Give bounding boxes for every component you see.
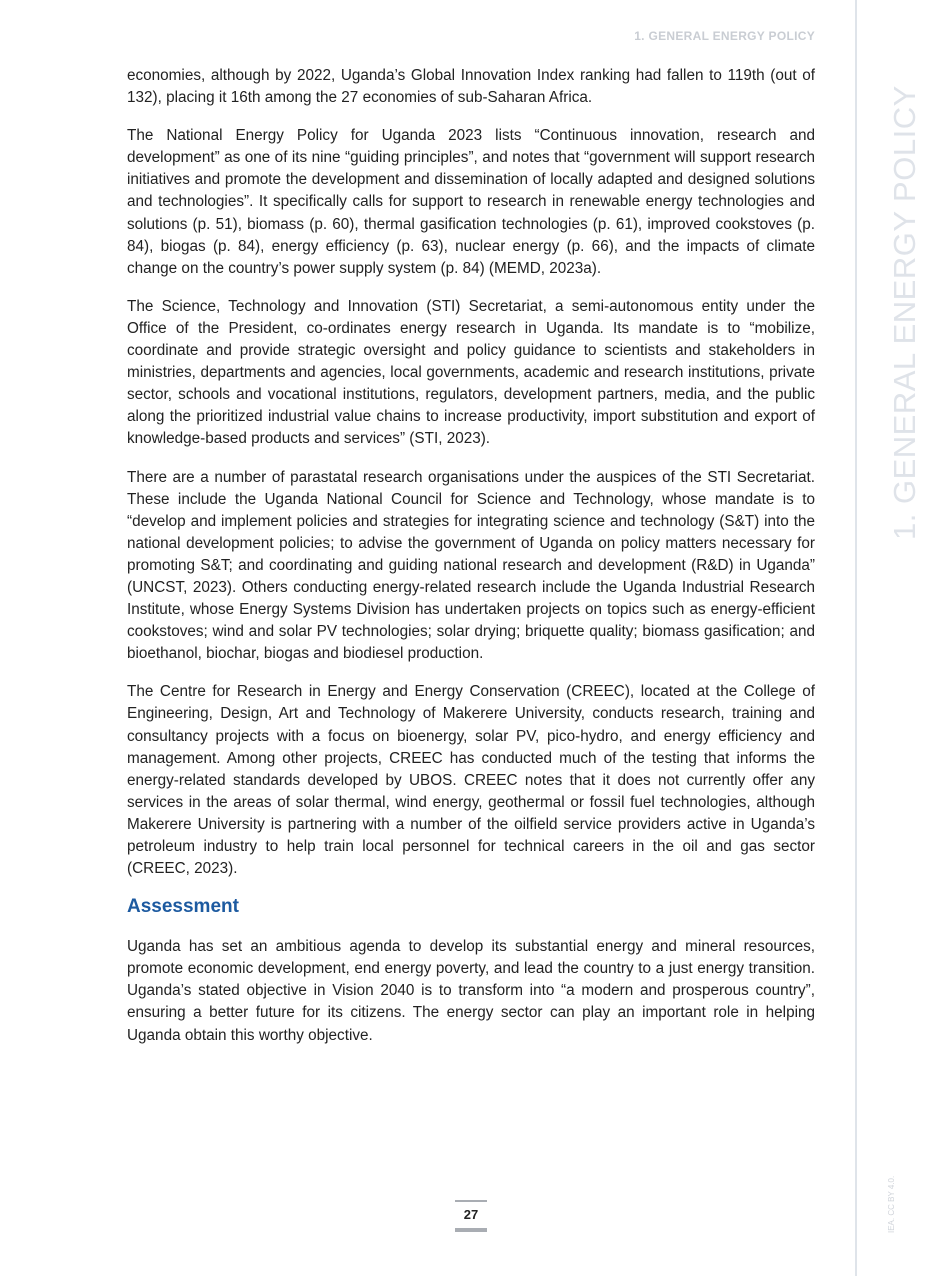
body-paragraph: The Centre for Research in Energy and Energy Conservation (CREEC), located at the College of Engineering, Design, Art and Technology of Makerere University, conducts research, training and consultancy projects with a focus on bioenergy, solar PV, pico-hydro, and energy efficiency and management. Among other projects, CREEC has conducted much of the testing that informs the energy-related standards developed by UBOS. CREEC notes that it does not currently offer any services in the areas of solar thermal, wind energy, geothermal or fossil fuel technologies, although Makerere University is partnering with a number of the oilfield service providers active in Uganda’s petroleum industry to help train local personnel for technical careers in the oil and gas sector (CREEC, 2023). bbox=[127, 683, 815, 878]
assessment-paragraph: Uganda has set an ambitious agenda to develop its substantial energy and mineral resources, promote economic development, end energy poverty, and lead the country to a just energy transition. Uganda’s stated objective in Vision 2040 is to transform into “a modern and prosperous country”, ensuring a better future for its citizens. The energy sector can play an important role in helping Uganda obtain this worthy objective. bbox=[127, 938, 815, 1044]
sidebar-divider bbox=[855, 0, 857, 1276]
page-number bbox=[455, 1200, 487, 1232]
license-notice: IEA. CC BY 4.0. bbox=[887, 1175, 896, 1233]
body-paragraph: The National Energy Policy for Uganda 2023 lists “Continuous innovation, research and development” as one of its nine “guiding principles”, and notes that “government will support research initiatives and promote the development and dissemination of locally adapted and designed solutions and technologies”. It specifically calls for support to research in renewable energy technologies and solutions (p. 51), biomass (p. 60), thermal gasification technologies (p. 61), improved cookstoves (p. 84), biogas (p. 84), energy efficiency (p. 63), nuclear energy (p. 66), and the impacts of climate change on the country’s power supply system (p. 84) (MEMD, 2023a). bbox=[127, 127, 815, 277]
sidebar-chapter-title: 1. GENERAL ENERGY POLICY bbox=[887, 85, 922, 540]
assessment-heading: Assessment bbox=[127, 896, 239, 918]
page-number-bottom-rule bbox=[455, 1228, 487, 1232]
body-paragraph: There are a number of parastatal research organisations under the auspices of the STI Secretariat. These include the Uganda National Council for Science and Technology, whose mandate is to “develop and implement policies and strategies for integrating science and technology (S&T) into the national development policies; to advise the government of Uganda on policy matters necessary for promoting S&T; and coordinating and guiding national research and development (R&D) in Uganda” (UNCST, 2023). Others conducting energy-related research include the Uganda Industrial Research Institute, whose Energy Systems Division has undertaken projects on topics such as energy-efficient cookstoves; wind and solar PV technologies; solar drying; briquette quality; biomass gasification; and bioethanol, biochar, biogas and biodiesel production. bbox=[127, 468, 815, 663]
body-paragraph: economies, although by 2022, Uganda’s Global Innovation Index ranking had fallen to 119th (out of 132), placing it 16th among the 27 economies of sub-Saharan Africa. bbox=[127, 67, 815, 107]
page-body bbox=[127, 65, 815, 1063]
page-number-label: 27 bbox=[463, 1207, 479, 1222]
page-number-top-rule bbox=[455, 1200, 487, 1202]
body-paragraph: The Science, Technology and Innovation (STI) Secretariat, a semi-autonomous entity under the Office of the President, co-ordinates energy research in Uganda. Its mandate is to “mobilize, coordinate and provide strategic oversight and policy guidance to scientists and stakeholders in ministries, departments and agencies, local governments, academic and research institutions, private sector, schools and vocational institutions, regulators, development partners, media, and the public along the prioritized industrial value chains to increase productivity, import substitution and export of knowledge-based products and services” (STI, 2023). bbox=[127, 297, 815, 448]
running-header: 1. GENERAL ENERGY POLICY bbox=[634, 29, 815, 43]
